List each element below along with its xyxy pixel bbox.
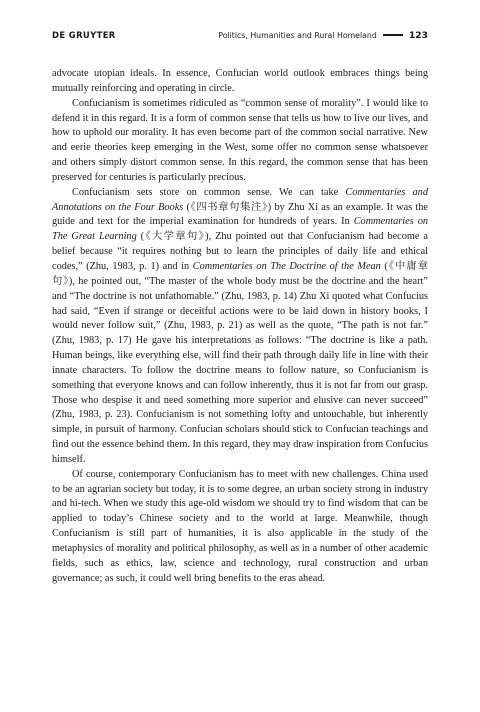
italic-title: Commentaries and Annotations on the Four Books [52, 186, 428, 213]
text-run: Of course, contemporary Confucianism has to meet with new challenges. China used to be an agrarian society but today, it is to some degree, an urban society strong in industry and hi-tech. When we study this age-old wisdom we should try to find wisdom that can be applied to today’s Chinese society and to the world at large. Meanwhile, though Confucianism is still part of humanities, it is also applicable in the study of the metaphysics of morality and political philosophy, as well as in a number of other academic fields, such as ethics, law, science and technology, rural construction and urban governance; as such, it could well bring benefits to the eras ahead. [52, 468, 428, 584]
italic-title: Commentaries on The Great Learning [52, 216, 429, 243]
text-run: Confucianism is sometimes ridiculed as “common sense of morality”. I would like to defend it in this regard. It is a form of common sense that tells us how to live our lives, and how to uphold our morality. It has even become part of the common social narrative. New and eerie theories keep emerging in the West, some offer no common sense whatsoever and others simply distort common sense. In this regard, the common sense that has been preserved for centuries is particularly precious. [52, 97, 428, 183]
text-run: (《四书章句集注》) by Zhu Xi as an example. It was the guide and text for the imperial examination for hundreds of years. In [52, 201, 428, 228]
paragraph [52, 468, 428, 587]
running-title: Politics, Humanities and Rural Homeland [218, 30, 377, 40]
running-header [52, 28, 428, 42]
header-rule [383, 34, 403, 36]
text-run: (《大学章句》), Zhu pointed out that Confucianism had become a belief because “it requires nothing but to learn the principles of daily life and ethical codes,” (Zhu, 1983, p. 1) and in [52, 231, 428, 272]
body-text [52, 67, 428, 587]
paragraph [52, 186, 428, 468]
header-right [218, 30, 428, 41]
text-run: advocate utopian ideals. In essence, Confucian world outlook embraces things being mutually reinforcing and operating in circle. [52, 68, 428, 94]
publisher-name: DE GRUYTER [52, 30, 116, 40]
text-run: Confucianism sets store on common sense. We can take [72, 186, 346, 198]
paragraph [52, 97, 428, 186]
page-number: 123 [408, 29, 428, 41]
italic-title: Commentaries on The Doctrine of the Mean [192, 260, 381, 272]
text-run: (《中庸章句》), he pointed out, “The master of the whole body must be the doctrine and the heart” and “The doctrine is not unfathomable.” (Zhu, 1983, p. 14) Zhu Xi quoted what Confucius had said, “Even if strange or deceitful actions were to be laid down in history books, I would never follow suit,” (Zhu, 1983, p. 21) as well as the quote, “The path is not far.” (Zhu, 1983, p. 17) He gave his interpretations as follows: “The doctrine is like a path. Human beings, like everything else, will find their path through daily life in line with their innate characters. To follow the doctrine means to follow nature, so Confucianism is something that everyone knows and can follow inherently, thus it is not far from our grasp. Those who despise it and need something more superior and elusive can never succeed” (Zhu, 1983, p. 23). Confucianism is not something lofty and untouchable, but inherently simple, in pursuit of harmony. Confucian scholars should stick to Confucian teachings and find out the essence behind them. In this regard, they may draw inspiration from Confucius himself. [52, 260, 428, 465]
paragraph [52, 67, 428, 97]
